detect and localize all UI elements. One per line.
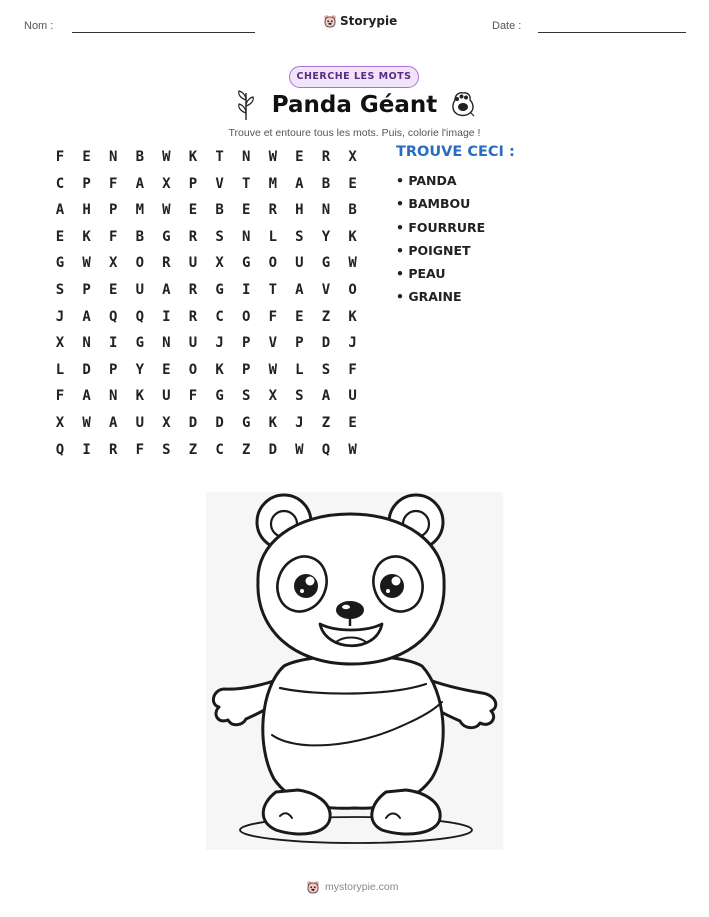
word-item: • PEAU bbox=[396, 266, 446, 282]
grid-letter[interactable]: E bbox=[348, 175, 357, 192]
grid-letter[interactable]: D bbox=[321, 335, 331, 352]
grid-letter[interactable]: O bbox=[135, 255, 145, 272]
grid-letter[interactable]: R bbox=[108, 441, 118, 458]
grid-letter[interactable]: A bbox=[82, 388, 91, 405]
grid-letter[interactable]: C bbox=[215, 308, 224, 325]
grid-letter[interactable]: G bbox=[215, 388, 224, 405]
grid-letter[interactable]: M bbox=[135, 202, 145, 219]
grid-letter[interactable]: H bbox=[295, 202, 304, 219]
grid-letter[interactable]: G bbox=[55, 255, 65, 272]
grid-letter[interactable]: G bbox=[215, 282, 224, 298]
grid-letter[interactable]: S bbox=[321, 361, 331, 378]
grid-letter[interactable]: V bbox=[215, 175, 224, 192]
grid-letter[interactable]: J bbox=[55, 308, 65, 325]
grid-letter[interactable]: A bbox=[162, 282, 171, 298]
grid-letter[interactable]: X bbox=[162, 175, 171, 192]
grid-letter[interactable]: N bbox=[108, 388, 118, 405]
grid-letter[interactable]: N bbox=[162, 335, 171, 352]
grid-letter[interactable]: H bbox=[82, 202, 91, 219]
grid-letter[interactable]: W bbox=[162, 202, 171, 219]
grid-letter[interactable]: R bbox=[321, 149, 331, 165]
grid-letter[interactable]: W bbox=[348, 441, 357, 458]
grid-letter[interactable]: O bbox=[241, 308, 251, 325]
grid-letter[interactable]: E bbox=[295, 308, 304, 325]
grid-letter[interactable]: E bbox=[295, 149, 304, 165]
grid-letter[interactable]: E bbox=[108, 282, 118, 298]
grid-letter[interactable]: P bbox=[82, 282, 91, 298]
grid-letter[interactable]: B bbox=[215, 202, 224, 219]
grid-letter[interactable]: S bbox=[162, 441, 171, 458]
grid-letter[interactable]: F bbox=[268, 308, 278, 325]
grid-letter[interactable]: F bbox=[55, 149, 65, 165]
grid-letter[interactable]: F bbox=[135, 441, 145, 458]
grid-letter[interactable]: G bbox=[241, 255, 251, 272]
brand bbox=[323, 14, 397, 28]
grid-letter[interactable]: T bbox=[241, 175, 251, 192]
grid-letter[interactable]: V bbox=[321, 282, 331, 298]
grid-letter[interactable]: G bbox=[162, 228, 171, 245]
grid-letter[interactable]: E bbox=[348, 415, 357, 431]
grid-letter[interactable]: T bbox=[215, 149, 224, 165]
grid-letter[interactable]: P bbox=[108, 361, 118, 378]
grid-letter[interactable]: K bbox=[268, 415, 278, 431]
grid-letter[interactable]: B bbox=[348, 202, 357, 219]
grid-letter[interactable]: A bbox=[321, 388, 331, 405]
word-item: • POIGNET bbox=[396, 242, 471, 258]
word-list bbox=[396, 171, 485, 311]
grid-letter[interactable]: Z bbox=[321, 415, 331, 431]
grid-letter[interactable]: P bbox=[295, 335, 304, 352]
grid-letter[interactable]: F bbox=[108, 175, 118, 192]
grid-letter[interactable]: X bbox=[215, 255, 224, 272]
grid-letter[interactable]: U bbox=[162, 388, 171, 405]
grid-letter[interactable]: R bbox=[162, 255, 171, 272]
grid-letter[interactable]: U bbox=[135, 282, 145, 298]
grid-letter[interactable]: R bbox=[188, 308, 198, 325]
word-item: • PANDA bbox=[396, 173, 457, 188]
grid-letter[interactable]: G bbox=[135, 335, 145, 352]
grid-letter[interactable]: L bbox=[268, 228, 278, 245]
grid-letter[interactable]: R bbox=[268, 202, 278, 219]
brand-name: Storypie bbox=[340, 14, 398, 28]
grid-letter[interactable]: N bbox=[241, 149, 251, 165]
grid-letter[interactable]: T bbox=[268, 282, 278, 298]
grid-letter[interactable]: E bbox=[188, 202, 198, 219]
grid-letter[interactable]: U bbox=[295, 255, 304, 272]
grid-letter[interactable]: I bbox=[241, 282, 251, 298]
grid-letter[interactable]: Q bbox=[321, 441, 331, 458]
grid-letter[interactable]: J bbox=[295, 415, 304, 431]
footer bbox=[306, 880, 399, 894]
grid-letter[interactable]: Q bbox=[135, 308, 145, 325]
grid-letter[interactable]: J bbox=[215, 335, 224, 352]
page-title: Panda Géant bbox=[271, 92, 438, 118]
grid-letter[interactable]: K bbox=[82, 228, 91, 245]
grid-letter[interactable]: I bbox=[82, 441, 91, 458]
grid-letter[interactable]: P bbox=[241, 335, 251, 352]
grid-letter[interactable]: S bbox=[295, 388, 304, 405]
grid-letter[interactable]: W bbox=[295, 441, 304, 458]
grid-letter[interactable]: K bbox=[348, 308, 357, 325]
grid-letter[interactable]: B bbox=[135, 149, 145, 165]
grid-letter[interactable]: G bbox=[241, 415, 251, 431]
grid-letter[interactable]: U bbox=[188, 255, 198, 272]
grid-letter[interactable]: U bbox=[188, 335, 198, 352]
grid-letter[interactable]: O bbox=[268, 255, 278, 272]
grid-letter[interactable]: Z bbox=[241, 441, 251, 458]
grid-letter[interactable]: W bbox=[82, 415, 91, 431]
grid-letter[interactable]: G bbox=[321, 255, 331, 272]
grid-letter[interactable]: O bbox=[188, 361, 198, 378]
grid-letter[interactable]: W bbox=[82, 255, 91, 272]
grid-letter[interactable]: W bbox=[268, 361, 278, 378]
grid-letter[interactable]: W bbox=[348, 255, 357, 272]
instructions: Trouve et entoure tous les mots. Puis, colorie l'image ! bbox=[228, 127, 481, 139]
panda-paw-icon bbox=[449, 88, 477, 120]
grid-letter[interactable]: A bbox=[295, 282, 304, 298]
grid-letter[interactable]: C bbox=[55, 175, 65, 192]
date-label: Date : bbox=[492, 20, 522, 32]
grid-letter[interactable]: I bbox=[108, 335, 118, 352]
grid-letter[interactable]: F bbox=[188, 388, 198, 405]
grid-letter[interactable]: K bbox=[215, 361, 224, 378]
grid-letter[interactable]: P bbox=[108, 202, 118, 219]
grid-letter[interactable]: E bbox=[82, 149, 91, 165]
grid-letter[interactable]: Z bbox=[188, 441, 198, 458]
word-item: • FOURRURE bbox=[396, 219, 486, 235]
grid-letter[interactable]: C bbox=[215, 441, 224, 458]
grid-letter[interactable]: L bbox=[55, 361, 65, 378]
word-list-title: TROUVE CECI : bbox=[396, 144, 515, 160]
grid-letter[interactable]: M bbox=[268, 175, 278, 192]
grid-letter[interactable]: F bbox=[348, 361, 357, 378]
grid-letter[interactable]: U bbox=[135, 415, 145, 431]
word-item: • BAMBOU bbox=[396, 196, 471, 212]
name-line[interactable] bbox=[72, 32, 255, 33]
grid-letter[interactable]: D bbox=[82, 361, 91, 378]
footer-url[interactable]: mystorypie.com bbox=[325, 881, 399, 893]
grid-letter[interactable]: N bbox=[82, 335, 91, 352]
grid-letter[interactable]: R bbox=[188, 282, 198, 298]
grid-letter[interactable]: S bbox=[295, 228, 304, 245]
grid-letter[interactable]: W bbox=[268, 149, 278, 165]
grid-letter[interactable]: R bbox=[188, 228, 198, 245]
grid-letter[interactable]: S bbox=[241, 388, 251, 405]
grid-letter[interactable]: P bbox=[188, 175, 198, 192]
grid-letter[interactable]: E bbox=[241, 202, 251, 219]
word-item: • GRAINE bbox=[396, 289, 462, 305]
grid-letter[interactable]: A bbox=[108, 415, 118, 431]
grid-letter[interactable]: B bbox=[321, 175, 331, 192]
grid-letter[interactable]: K bbox=[135, 388, 145, 405]
grid-letter[interactable]: D bbox=[268, 441, 278, 458]
grid-letter[interactable]: E bbox=[162, 361, 171, 378]
grid-letter[interactable]: X bbox=[348, 149, 357, 165]
grid-letter[interactable]: N bbox=[241, 228, 251, 245]
grid-letter[interactable]: U bbox=[348, 388, 357, 405]
grid-letter[interactable]: W bbox=[162, 149, 171, 165]
grid-letter[interactable]: P bbox=[241, 361, 251, 378]
grid-letter[interactable]: K bbox=[348, 228, 357, 245]
grid-letter[interactable]: L bbox=[295, 361, 304, 378]
grid-letter[interactable]: J bbox=[348, 335, 357, 352]
grid-letter[interactable]: X bbox=[268, 388, 278, 405]
grid-letter[interactable]: D bbox=[188, 415, 198, 431]
grid-letter[interactable]: N bbox=[321, 202, 331, 219]
grid-letter[interactable]: Z bbox=[321, 308, 331, 325]
grid-letter[interactable]: Q bbox=[55, 441, 65, 458]
grid-letter[interactable]: A bbox=[135, 175, 145, 192]
grid-letter[interactable]: D bbox=[215, 415, 224, 431]
grid-letter[interactable]: K bbox=[188, 149, 198, 165]
grid-letter[interactable]: A bbox=[295, 175, 304, 192]
grid-letter[interactable]: A bbox=[82, 308, 91, 325]
grid-letter[interactable]: S bbox=[215, 228, 224, 245]
grid-letter[interactable]: O bbox=[348, 282, 357, 298]
grid-letter[interactable]: I bbox=[162, 308, 171, 325]
grid-letter[interactable]: S bbox=[55, 282, 65, 298]
grid-letter[interactable]: Y bbox=[135, 361, 145, 378]
grid-letter[interactable]: Y bbox=[321, 228, 331, 245]
grid-letter[interactable]: X bbox=[162, 415, 171, 431]
grid-letter[interactable]: A bbox=[55, 202, 65, 219]
grid-letter[interactable]: X bbox=[55, 335, 65, 352]
grid-letter[interactable]: P bbox=[82, 175, 91, 192]
grid-letter[interactable]: X bbox=[55, 415, 65, 431]
panda-coloring-picture bbox=[206, 492, 503, 850]
category-badge: CHERCHE LES MOTS bbox=[289, 66, 419, 88]
grid-letter[interactable]: F bbox=[108, 228, 118, 245]
date-line[interactable] bbox=[538, 32, 686, 33]
grid-letter[interactable]: N bbox=[108, 149, 118, 165]
grid-letter[interactable]: V bbox=[268, 335, 278, 352]
grid-letter[interactable]: B bbox=[135, 228, 145, 245]
grid-letter[interactable]: E bbox=[55, 228, 65, 245]
name-label: Nom : bbox=[24, 20, 54, 32]
grid-letter[interactable]: X bbox=[108, 255, 118, 272]
panda-illustration bbox=[206, 492, 503, 850]
grid-letter[interactable]: F bbox=[55, 388, 65, 405]
storypie-logo-icon bbox=[323, 14, 337, 28]
grid-letter[interactable]: Q bbox=[108, 308, 118, 325]
storypie-logo-icon bbox=[306, 880, 320, 894]
